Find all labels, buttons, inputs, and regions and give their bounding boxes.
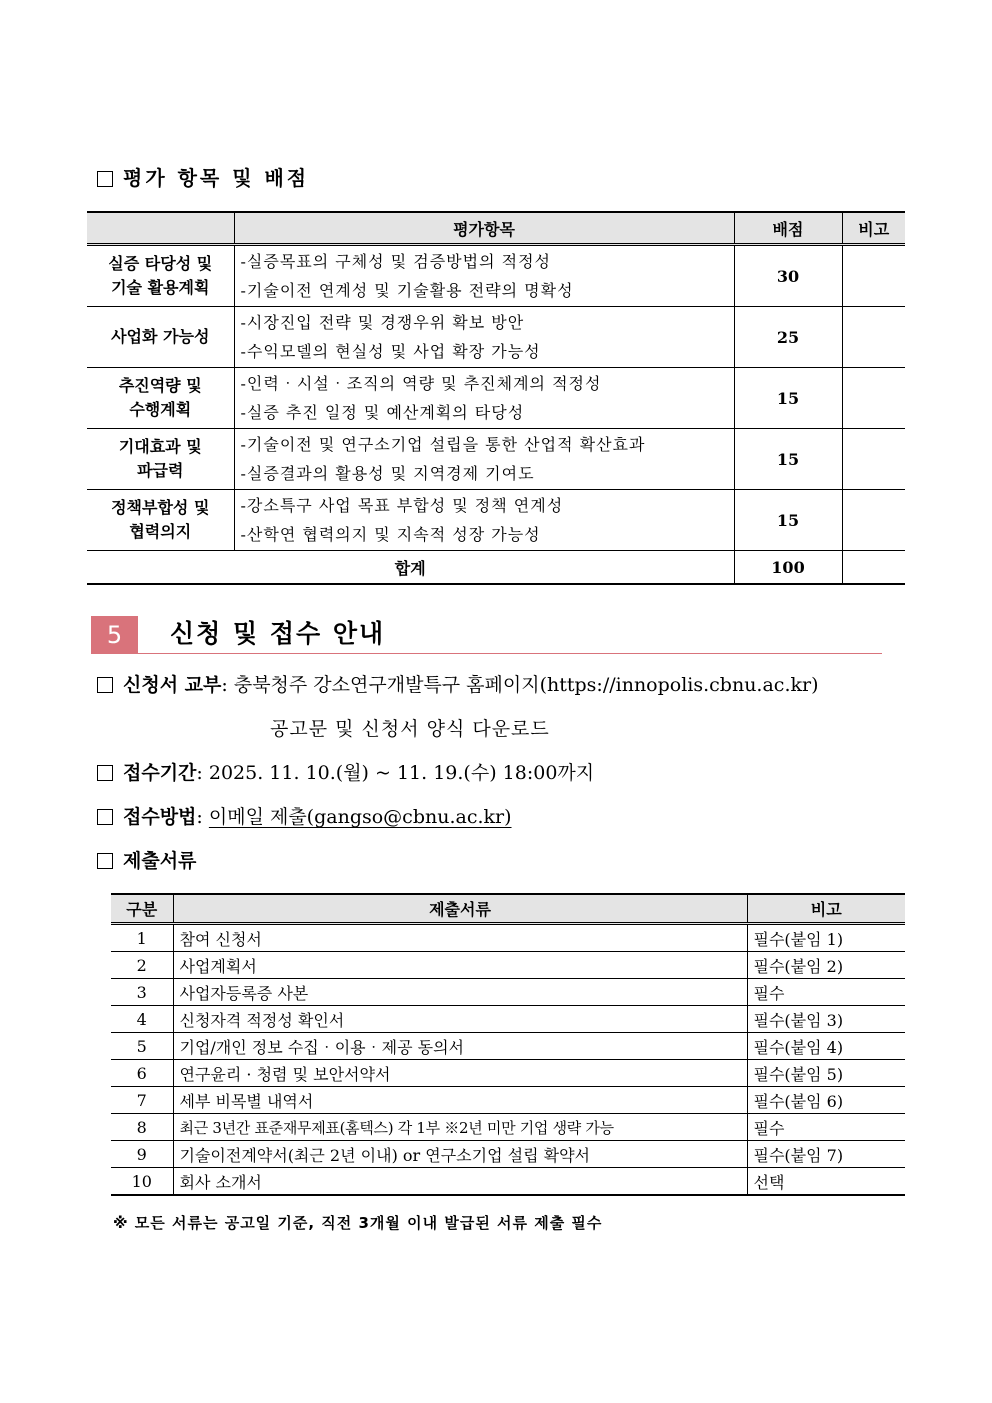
header-note: 비고 (842, 212, 905, 245)
doc-name: 사업계획서 (173, 952, 747, 979)
docs-table (111, 893, 905, 1196)
checkbox-square-icon (97, 171, 113, 187)
note-cell (842, 307, 905, 368)
note-cell (842, 245, 905, 307)
item-cell: -기술이전 및 연구소기업 설립을 통한 산업적 확산효과 -실증결과의 활용성 및 지역경제 기여도 (234, 429, 734, 490)
evaluation-table (87, 211, 905, 585)
doc-name: 기업/개인 정보 수집‧이용‧제공 동의서 (173, 1033, 747, 1060)
method-email-link[interactable]: 이메일 제출(gangso@cbnu.ac.kr) (208, 806, 512, 828)
period-line: 접수기간: 2025. 11. 10.(월) ~ 11. 19.(수) 18:00까지 (97, 758, 594, 785)
note-cell (842, 429, 905, 490)
doc-note: 필수(붙임 2) (747, 952, 905, 979)
doc-name: 사업자등록증 사본 (173, 979, 747, 1006)
header-score: 배점 (734, 212, 842, 245)
doc-note: 필수(붙임 4) (747, 1033, 905, 1060)
apply-line: 신청서 교부: 충북청주 강소연구개발특구 홈페이지(https://innopolis.cbnu.ac.kr) (97, 670, 819, 697)
header-no: 구분 (111, 894, 173, 924)
category-cell: 기대효과 및 파급력 (87, 429, 234, 490)
row-number: 7 (111, 1087, 173, 1114)
docs-header-row (111, 894, 905, 924)
apply-line-2: 공고문 및 신청서 양식 다운로드 (270, 718, 550, 740)
header-doc: 제출서류 (173, 894, 747, 924)
category-cell: 사업화 가능성 (87, 307, 234, 368)
evaluation-row (87, 307, 905, 368)
doc-note: 필수 (747, 979, 905, 1006)
table-row (111, 1168, 905, 1196)
doc-name: 연구윤리 · 청렴 및 보안서약서 (173, 1060, 747, 1087)
header-note: 비고 (747, 894, 905, 924)
doc-note: 필수(붙임 6) (747, 1087, 905, 1114)
doc-name: 참여 신청서 (173, 924, 747, 952)
checkbox-square-icon (97, 765, 113, 781)
doc-name: 기술이전계약서(최근 2년 이내) or 연구소기업 설립 확약서 (173, 1141, 747, 1168)
total-score: 100 (734, 551, 842, 585)
row-number: 6 (111, 1060, 173, 1087)
doc-note: 선택 (747, 1168, 905, 1196)
method-label: 접수방법 (123, 806, 197, 828)
note-cell (842, 368, 905, 429)
note-cell (842, 490, 905, 551)
doc-note: 필수(붙임 7) (747, 1141, 905, 1168)
table-row (111, 924, 905, 952)
docs-heading-text: 제출서류 (123, 850, 197, 872)
evaluation-row (87, 429, 905, 490)
evaluation-total-row (87, 551, 905, 585)
category-cell: 추진역량 및 수행계획 (87, 368, 234, 429)
evaluation-heading-text: 평가 항목 및 배점 (123, 166, 310, 190)
doc-note: 필수 (747, 1114, 905, 1141)
item-cell: -강소특구 사업 목표 부합성 및 정책 연계성 -산학연 협력의지 및 지속적 성장 가능성 (234, 490, 734, 551)
period-value: 2025. 11. 10.(월) ~ 11. 19.(수) 18:00까지 (208, 762, 595, 784)
table-row (111, 979, 905, 1006)
evaluation-row (87, 490, 905, 551)
total-note (842, 551, 905, 585)
evaluation-heading (97, 162, 309, 191)
apply-label: 신청서 교부 (123, 674, 222, 696)
doc-name: 회사 소개서 (173, 1168, 747, 1196)
doc-note: 필수(붙임 1) (747, 924, 905, 952)
score-cell: 15 (734, 368, 842, 429)
item-cell: -시장진입 전략 및 경쟁우위 확보 방안 -수익모델의 현실성 및 사업 확장 가능성 (234, 307, 734, 368)
checkbox-square-icon (97, 809, 113, 825)
section-divider (131, 653, 882, 654)
row-number: 4 (111, 1006, 173, 1033)
doc-note: 필수(붙임 5) (747, 1060, 905, 1087)
score-cell: 15 (734, 490, 842, 551)
total-label: 합계 (87, 551, 734, 585)
doc-name: 최근 3년간 표준재무제표(홈텍스) 각 1부 ※2년 미만 기업 생략 가능 (173, 1114, 747, 1141)
score-cell: 30 (734, 245, 842, 307)
period-label: 접수기간 (123, 762, 197, 784)
item-cell: -인력‧시설‧조직의 역량 및 추진체계의 적정성 -실증 추진 일정 및 예산계획의 타당성 (234, 368, 734, 429)
row-number: 5 (111, 1033, 173, 1060)
table-row (111, 1006, 905, 1033)
section-number-badge: 5 (91, 616, 138, 654)
category-cell: 실증 타당성 및 기술 활용계획 (87, 245, 234, 307)
header-item: 평가항목 (234, 212, 734, 245)
row-number: 1 (111, 924, 173, 952)
header-blank (87, 212, 234, 245)
doc-name: 세부 비목별 내역서 (173, 1087, 747, 1114)
docs-heading (97, 846, 196, 873)
evaluation-row (87, 368, 905, 429)
row-number: 10 (111, 1168, 173, 1196)
doc-note: 필수(붙임 3) (747, 1006, 905, 1033)
table-row (111, 1060, 905, 1087)
checkbox-square-icon (97, 853, 113, 869)
table-row (111, 1114, 905, 1141)
category-cell: 정책부합성 및 협력의지 (87, 490, 234, 551)
table-row (111, 952, 905, 979)
table-row (111, 1033, 905, 1060)
table-row (111, 1087, 905, 1114)
score-cell: 25 (734, 307, 842, 368)
row-number: 3 (111, 979, 173, 1006)
row-number: 2 (111, 952, 173, 979)
row-number: 8 (111, 1114, 173, 1141)
table-row (111, 1141, 905, 1168)
apply-value: 충북청주 강소연구개발특구 홈페이지(https://innopolis.cbnu.ac.kr) (233, 674, 819, 696)
docs-footnote: ※ 모든 서류는 공고일 기준, 직전 3개월 이내 발급된 서류 제출 필수 (113, 1214, 603, 1232)
section-title: 신청 및 접수 안내 (170, 619, 386, 648)
item-cell: -실증목표의 구체성 및 검증방법의 적정성 -기술이전 연계성 및 기술활용 전략의 명확성 (234, 245, 734, 307)
method-line: 접수방법: 이메일 제출(gangso@cbnu.ac.kr) (97, 802, 512, 829)
evaluation-header-row (87, 212, 905, 245)
evaluation-row (87, 245, 905, 307)
score-cell: 15 (734, 429, 842, 490)
doc-name: 신청자격 적정성 확인서 (173, 1006, 747, 1033)
row-number: 9 (111, 1141, 173, 1168)
checkbox-square-icon (97, 677, 113, 693)
